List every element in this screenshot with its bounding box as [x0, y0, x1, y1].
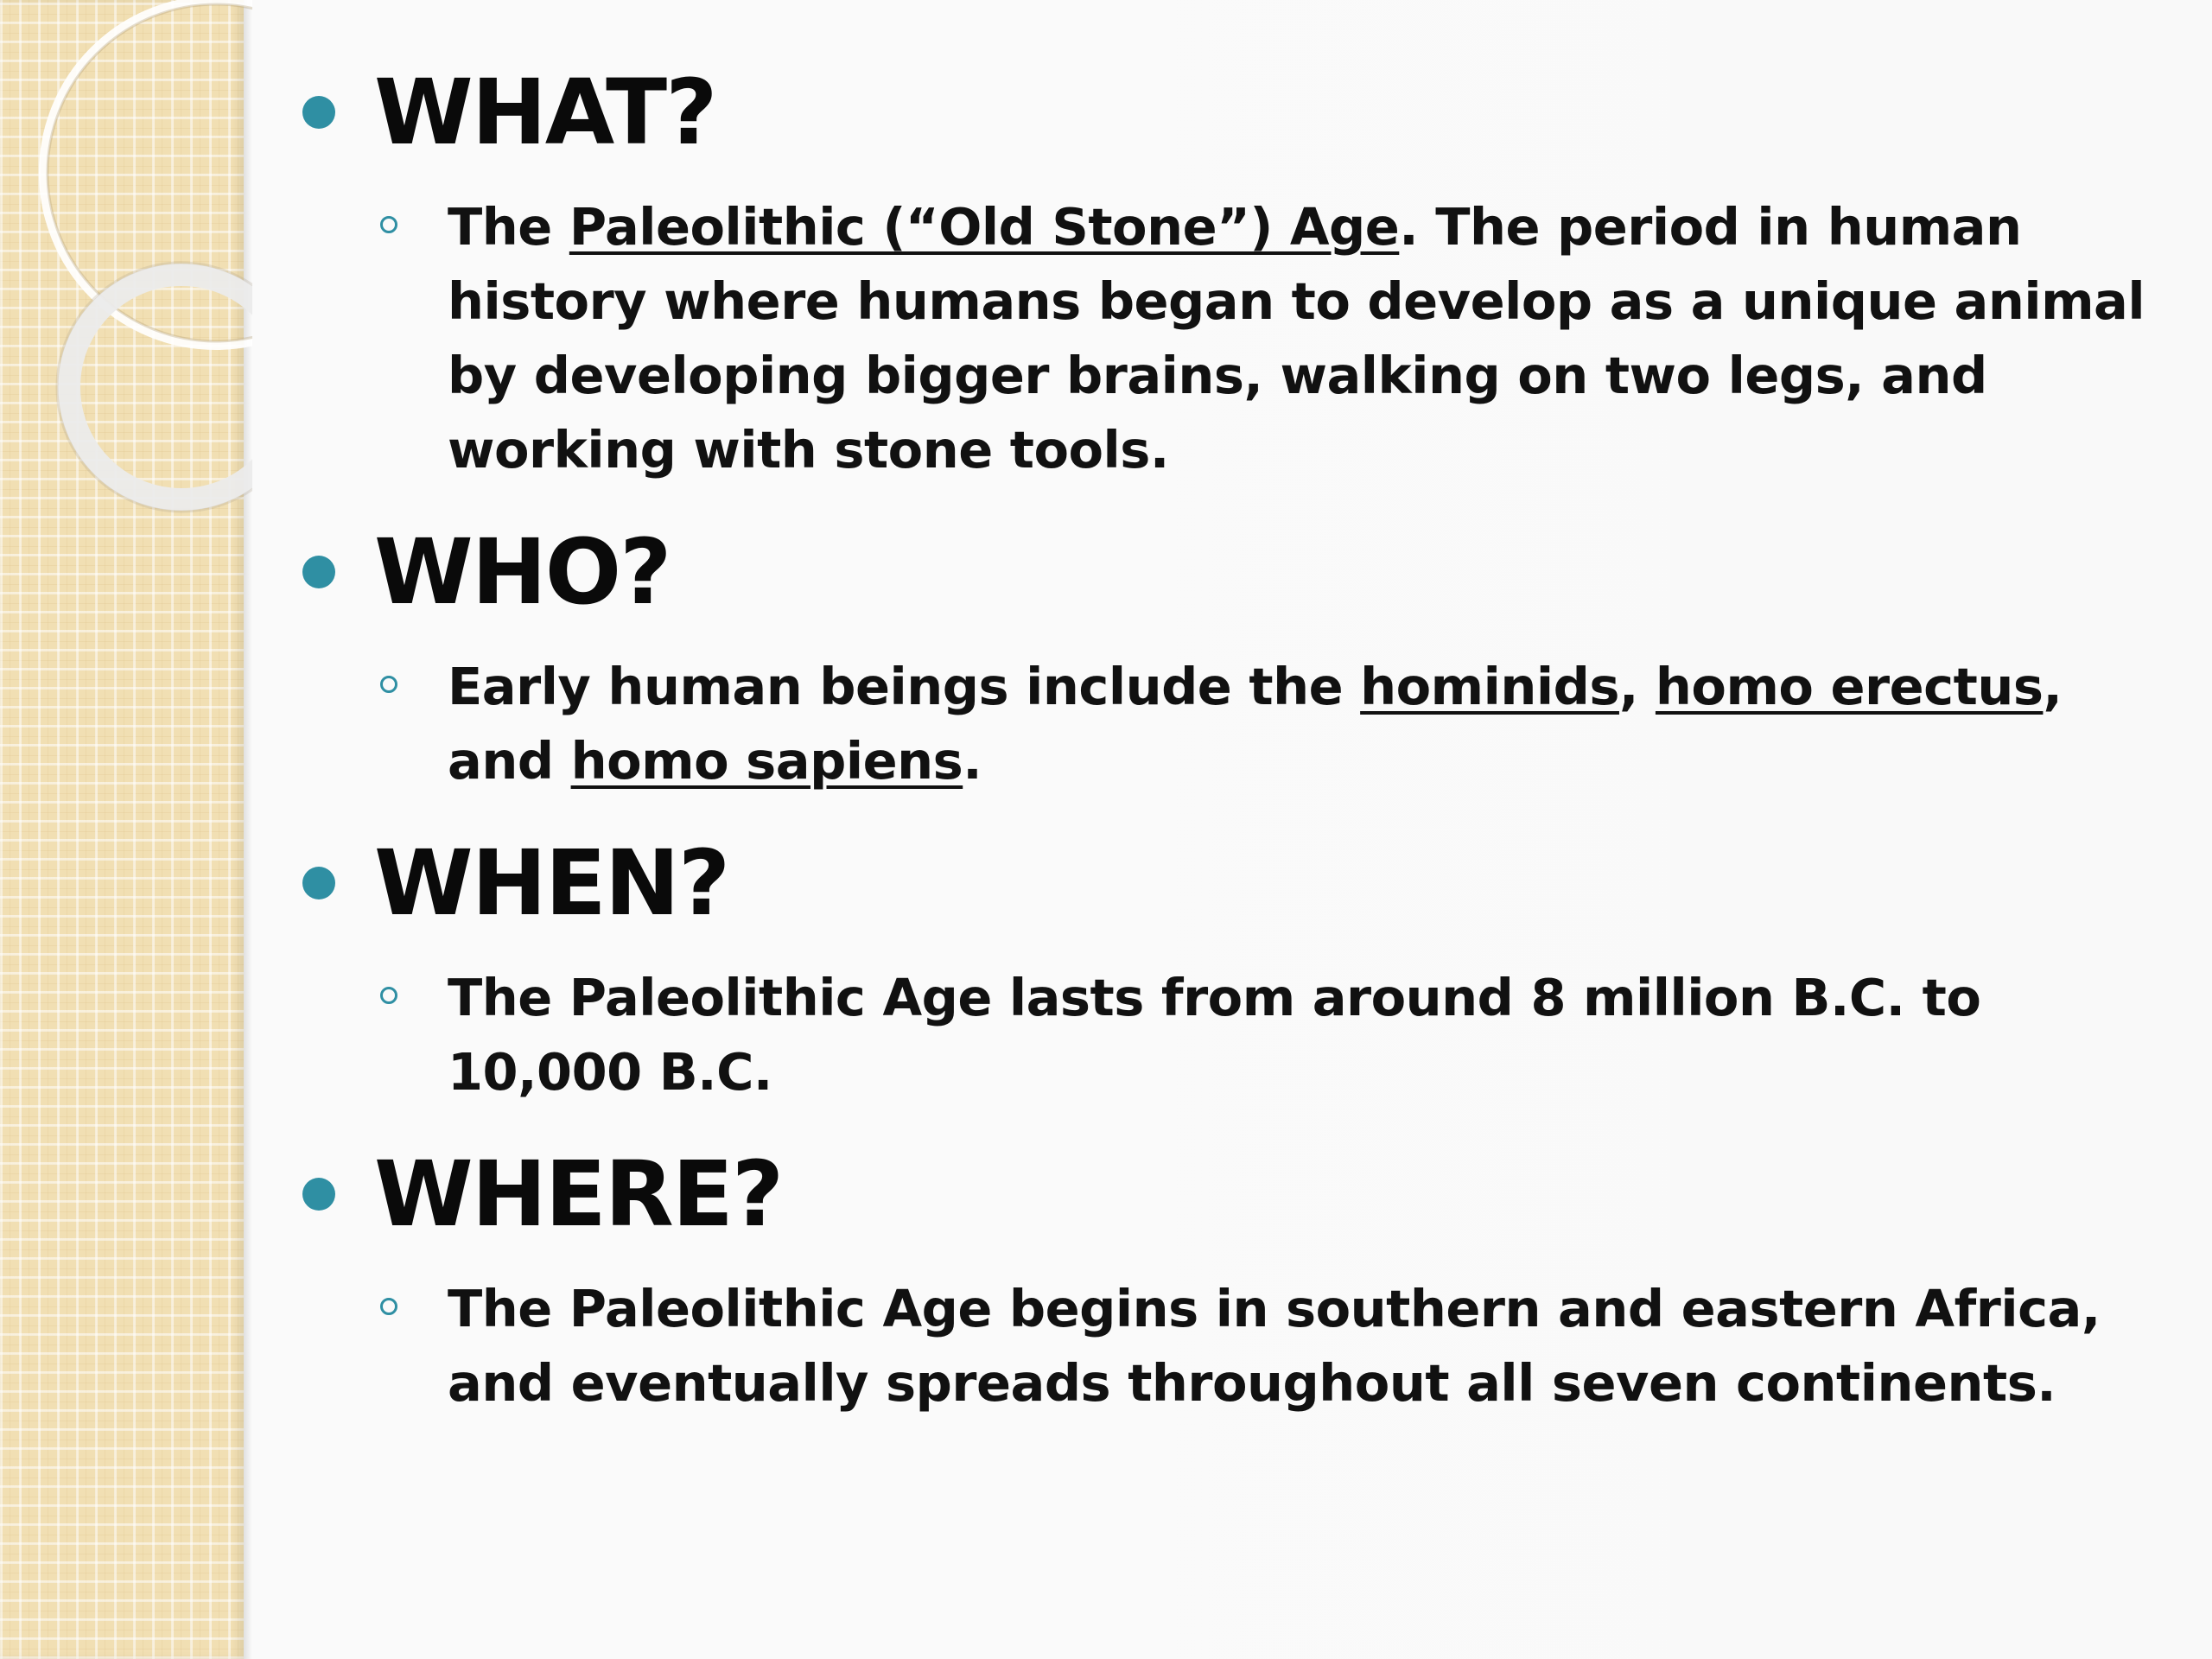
text-run: . — [963, 731, 982, 791]
heading-what: WHAT? — [374, 60, 716, 165]
section-when — [294, 823, 2195, 1109]
what-description — [448, 190, 2167, 487]
text-run: The Paleolithic Age lasts from around 8 million B.C. to 10,000 B.C. — [448, 968, 1981, 1102]
where-description — [448, 1272, 2167, 1421]
who-description — [448, 650, 2167, 798]
text-run: . The period in human history where humans began to develop as a unique animal by developing bigger brains, walking on two legs, and working with stone tools. — [448, 197, 2145, 480]
text-run: The — [448, 197, 569, 257]
text-run: The Paleolithic Age begins in southern and eastern Africa, and eventually spreads throughout all seven continents. — [448, 1279, 2101, 1413]
small-ring-shadow — [57, 263, 252, 512]
term-homo-erectus: homo erectus — [1655, 657, 2044, 716]
section-who — [294, 512, 2195, 798]
section-what — [294, 52, 2195, 487]
heading-row — [294, 52, 2195, 173]
heading-row — [294, 1134, 2195, 1255]
sub-bullet-row — [294, 1272, 2195, 1421]
bullet-dot-icon — [302, 867, 335, 899]
heading-where: WHERE? — [374, 1141, 783, 1247]
sub-bullet-icon — [380, 216, 397, 233]
term-hominids: hominids — [1360, 657, 1619, 716]
bullet-dot-icon — [302, 1178, 335, 1211]
heading-when: WHEN? — [374, 830, 729, 936]
sub-bullet-row — [294, 961, 2195, 1109]
heading-row — [294, 512, 2195, 632]
term-paleolithic-age: Paleolithic (“Old Stone”) Age — [569, 197, 1400, 257]
sub-bullet-icon — [380, 987, 397, 1004]
sub-bullet-row — [294, 650, 2195, 798]
text-run: , — [1618, 657, 1656, 716]
sub-bullet-icon — [380, 676, 397, 693]
decorative-rings — [0, 0, 252, 553]
slide-content — [294, 52, 2195, 1445]
term-homo-sapiens: homo sapiens — [570, 731, 963, 791]
bullet-dot-icon — [302, 96, 335, 129]
text-run: Early human beings include the — [448, 657, 1361, 716]
small-ring — [69, 275, 252, 499]
when-description — [448, 961, 2167, 1109]
section-where — [294, 1134, 2195, 1421]
bullet-dot-icon — [302, 556, 335, 588]
heading-who: WHO? — [374, 519, 671, 625]
heading-row — [294, 823, 2195, 944]
sub-bullet-icon — [380, 1298, 397, 1315]
text-run: , and — [448, 657, 2063, 791]
sub-bullet-row — [294, 190, 2195, 487]
